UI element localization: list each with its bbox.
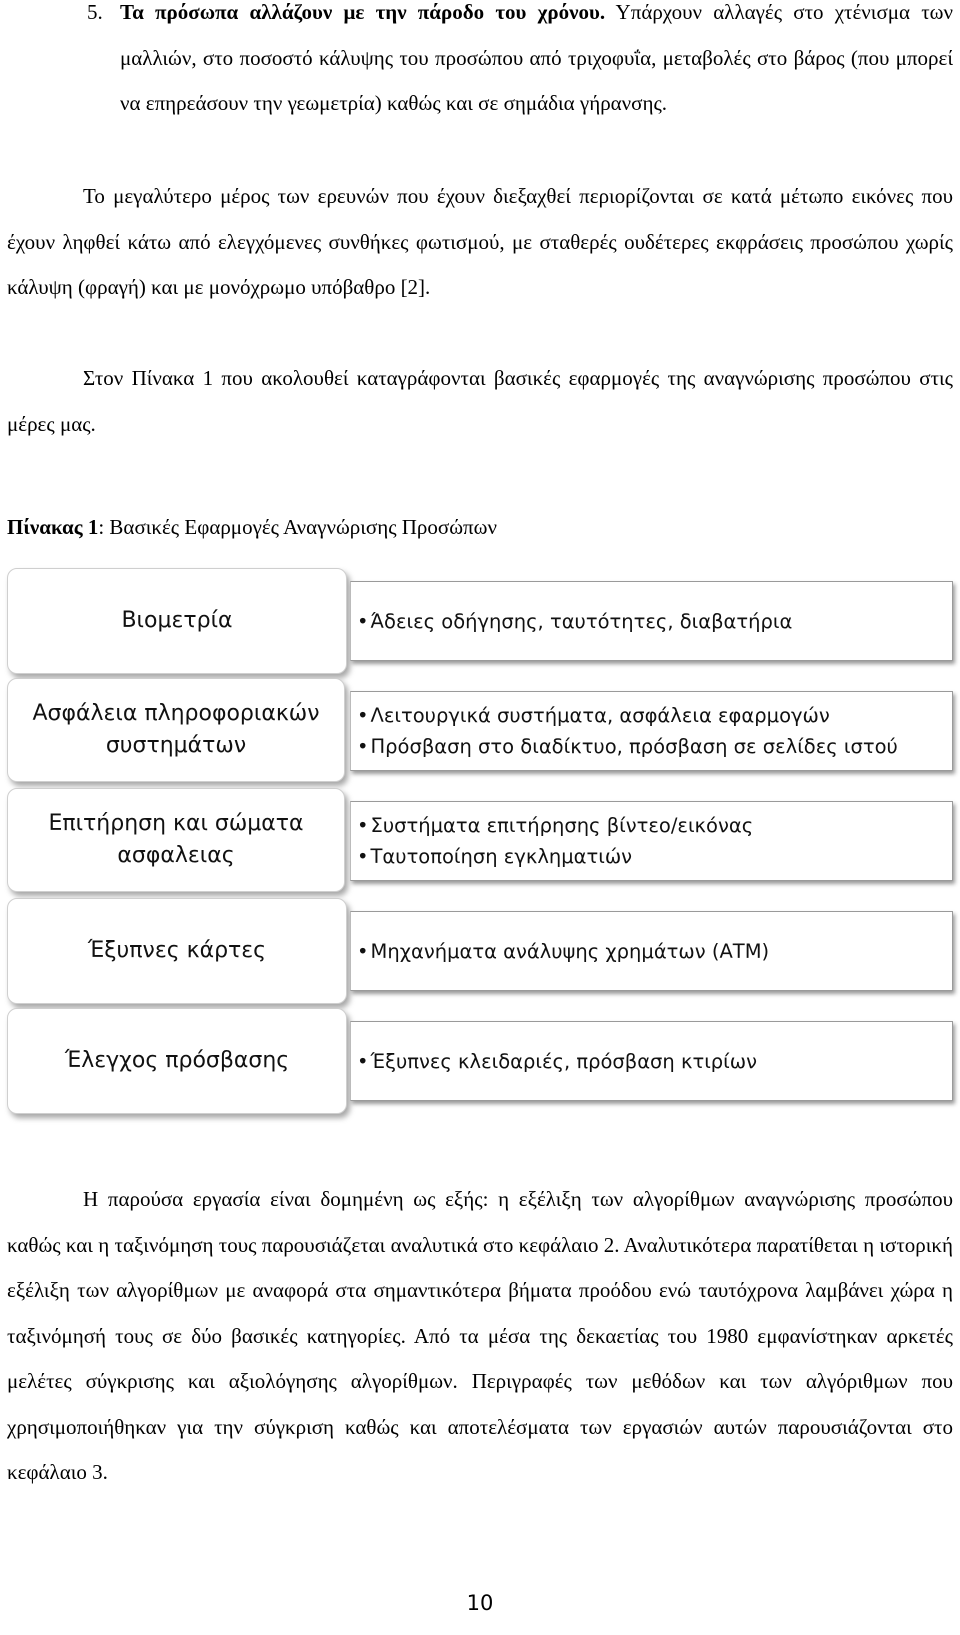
table-caption-text: : Βασικές Εφαρμογές Αναγνώρισης Προσώπων	[98, 515, 497, 539]
item-text: • Συστήματα επιτήρησης βίντεο/εικόνας	[357, 810, 952, 841]
table-caption-label: Πίνακας 1	[7, 515, 99, 539]
list-item-bold: Τα πρόσωπα αλλάζουν με την πάροδο του χρόνου.	[120, 0, 606, 24]
category-box: Έλεγχος πρόσβασης	[7, 1008, 347, 1114]
category-box: Επιτήρηση και σώματα ασφαλειας	[7, 788, 345, 892]
paragraph-2: Στον Πίνακα 1 που ακολουθεί καταγράφονται βασικές εφαρμογές της αναγνώρισης προσώπου στις μέρες μας.	[7, 366, 953, 436]
item-text: • Μηχανήματα ανάλυψης χρημάτων (ΑΤΜ)	[357, 936, 952, 967]
item-text: • Έξυπνες κλειδαριές, πρόσβαση κτιρίων	[357, 1046, 952, 1077]
items-box	[350, 581, 953, 661]
items-box	[350, 1021, 953, 1101]
list-item-text	[120, 0, 953, 127]
item-text: • Λειτουργικά συστήματα, ασφάλεια εφαρμογών	[357, 700, 952, 731]
list-number: 5.	[87, 0, 103, 24]
category-box: Ασφάλεια πληροφοριακών συστημάτων	[7, 678, 345, 782]
page-number: 10	[466, 1591, 494, 1615]
items-box	[350, 911, 953, 991]
item-text: • Ταυτοποίηση εγκληματιών	[357, 841, 952, 872]
paragraph-3: Η παρούσα εργασία είναι δομημένη ως εξής: η εξέλιξη των αλγορίθμων αναγνώρισης προσώπου καθώς και η ταξινόμηση τους παρουσιάζεται αναλυτικά στο κεφάλαιο 2. Αναλυτικότερα παρατίθεται η ιστορική εξέλιξη των αλγορίθμων με αναφορά στα σημαντικότερα βήματα προόδου ενώ ταυτόχρονα λαμβάνει χώρα η ταξινόμησή τους σε δύο βασικές κατηγορίες. Από τα μέσα της δεκαετίας του 1980 εμφανίστηκαν αρκετές μελέτες σύγκρισης και αξιολόγησης αλγορίθμων. Περιγραφές των μεθόδων και των αλγόριθμων που χρησιμοποιήθηκαν για την σύγκριση καθώς και αποτελέσματα των εργασιών αυτών παρουσιάζονται στο κεφάλαιο 3.	[7, 1187, 953, 1484]
item-text: • Άδειες οδήγησης, ταυτότητες, διαβατήρια	[357, 606, 952, 637]
list-item-rest: Υπάρχουν αλλαγές στο χτένισμα των μαλλιών, στο ποσοστό κάλυψης του προσώπου από τριχοφυΐα, μεταβολές στο βάρος (που μπορεί να επηρεάσουν την γεωμετρία) καθώς και σε σημάδια γήρανσης.	[120, 0, 953, 115]
category-box: Έξυπνες κάρτες	[7, 898, 347, 1004]
items-box	[350, 801, 953, 881]
item-text: • Πρόσβαση στο διαδίκτυο, πρόσβαση σε σελίδες ιστού	[357, 731, 952, 762]
category-box: Βιομετρία	[7, 568, 347, 674]
items-box	[350, 691, 953, 771]
paragraph-1: Το μεγαλύτερο μέρος των ερευνών που έχουν διεξαχθεί περιορίζονται σε κατά μέτωπο εικόνες που έχουν ληφθεί κάτω από ελεγχόμενες συνθήκες φωτισμού, με σταθερές ουδέτερες εκφράσεις προσώπου χωρίς κάλυψη (φραγή) και με μονόχρωμο υπόβαθρο [2].	[7, 184, 953, 299]
table-caption	[7, 515, 497, 540]
